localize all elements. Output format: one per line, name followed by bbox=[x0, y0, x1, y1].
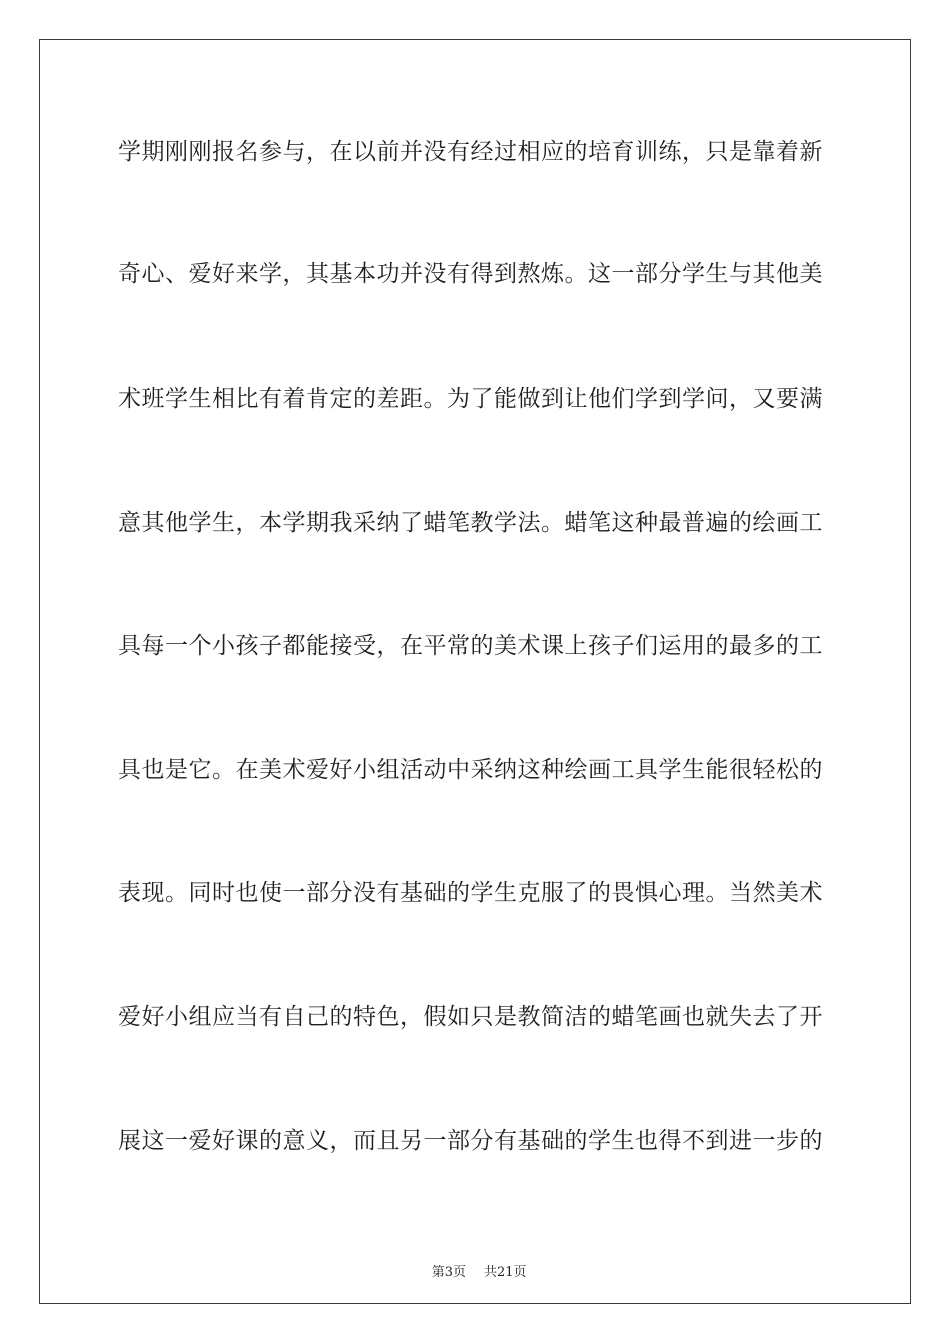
text-line: 具每一个小孩子都能接受，在平常的美术课上孩子们运用的最多的工 bbox=[118, 633, 823, 659]
text-line: 意其他学生，本学期我采纳了蜡笔教学法。蜡笔这种最普遍的绘画工 bbox=[118, 510, 823, 536]
text-line: 术班学生相比有着肯定的差距。为了能做到让他们学到学问，又要满 bbox=[118, 386, 823, 412]
page-total: 共21页 bbox=[484, 1265, 527, 1280]
text-line: 展这一爱好课的意义，而且另一部分有基础的学生也得不到进一步的 bbox=[118, 1128, 823, 1154]
text-line: 表现。同时也使一部分没有基础的学生克服了的畏惧心理。当然美术 bbox=[118, 880, 823, 906]
text-line: 学期刚刚报名参与，在以前并没有经过相应的培育训练，只是靠着新 bbox=[118, 139, 823, 165]
page-footer bbox=[0, 1246, 950, 1280]
page-number: 第3页 bbox=[431, 1265, 466, 1280]
text-line: 奇心、爱好来学，其基本功并没有得到熬炼。这一部分学生与其他美 bbox=[118, 261, 823, 287]
text-line: 具也是它。在美术爱好小组活动中采纳这种绘画工具学生能很轻松的 bbox=[118, 757, 823, 783]
text-line: 爱好小组应当有自己的特色，假如只是教简洁的蜡笔画也就失去了开 bbox=[118, 1004, 823, 1030]
page-border bbox=[39, 39, 911, 1304]
